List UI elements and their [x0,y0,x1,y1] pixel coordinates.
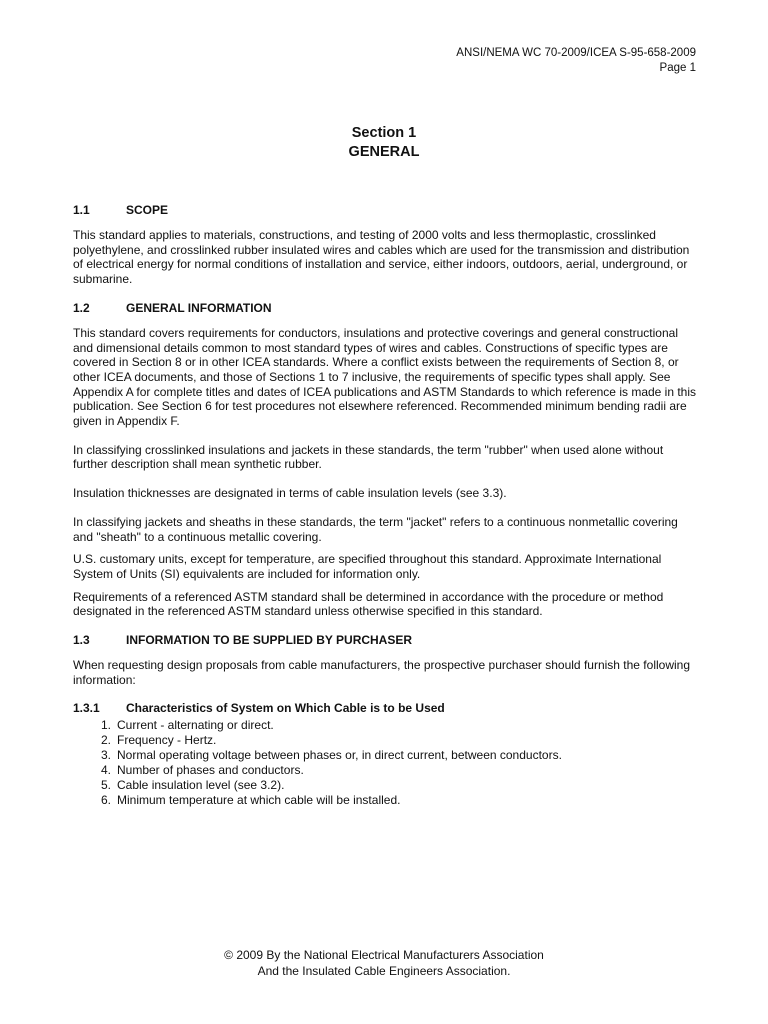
scope-paragraph: This standard applies to materials, constructions, and testing of 2000 volts and less thermoplastic, crosslinked polyethylene, and crosslinked rubber insulated wires and cables which are used for the transmission and distribution of electrical energy for normal conditions of installation and service, either indoors, outdoors, aerial, underground, or submarine. [73,228,690,287]
list-item [73,793,698,808]
list-item-text: Current - alternating or direct. [117,718,274,733]
system-characteristics-list [73,718,698,808]
list-item [73,748,698,763]
list-item-number: 4. [100,763,111,778]
list-item-text: Minimum temperature at which cable will be installed. [117,793,401,808]
document-body [73,203,698,808]
heading-number: 1.3 [73,633,90,648]
general-info-paragraph-3: Insulation thicknesses are designated in terms of cable insulation levels (see 3.3). [73,486,507,501]
section-name: GENERAL [348,144,420,160]
general-info-paragraph-4: In classifying jackets and sheaths in these standards, the term "jacket" refers to a continuous nonmetallic covering and "sheath" to a continuous metallic covering. [73,514,678,544]
heading-number: 1.1 [73,203,90,217]
heading-title: SCOPE [126,203,169,217]
heading-title: Characteristics of System on Which Cable is to be Used [126,701,445,716]
heading-1-3 [73,633,698,648]
list-item [73,718,698,733]
list-item-number: 6. [100,793,111,808]
heading-number: 1.2 [73,300,90,315]
heading-title: INFORMATION TO BE SUPPLIED BY PURCHASER [126,633,413,648]
general-info-paragraph-1: This standard covers requirements for conductors, insulations and protective coverings and general constructional and dimensional details common to most standard types of wires and cables. Constructions of specific types are covered in Section 8 or in other ICEA standards. Where a conflict exists between the requirements of Section 8, or other ICEA documents, and those of Sections 1 to 7 inclusive, the requirements of specific types shall apply. See Appendix A for complete titles and dates of ICEA publications and ASTM Standards to which reference is made in this publication. See Section 6 for test procedures not elsewhere referenced. Recommended minimum bending radii are given in Appendix F. [73,325,697,429]
list-item-number: 3. [100,748,111,763]
list-item-number: 2. [100,733,111,748]
list-item [73,778,698,793]
heading-1-3-1 [73,701,698,716]
copyright-line-2: And the Insulated Cable Engineers Association. [257,964,511,978]
general-info-paragraph-5: U.S. customary units, except for temperature, are specified throughout this standard. Approximate International System of Units (SI) equivalents are included for information only. [73,552,662,581]
heading-1-1 [73,203,698,218]
list-item-text: Number of phases and conductors. [117,763,304,778]
section-title-block [0,124,768,162]
list-item [73,763,698,778]
document-id: ANSI/NEMA WC 70-2009/ICEA S-95-658-2009 [456,47,696,59]
list-item-text: Cable insulation level (see 3.2). [117,778,285,793]
section-number: Section 1 [351,125,417,141]
general-info-paragraph-2: In classifying crosslinked insulations and jackets in these standards, the term "rubber" when used alone without further description shall mean synthetic rubber. [73,442,664,472]
heading-1-2 [73,301,698,316]
list-item-number: 5. [100,778,111,793]
list-item-text: Frequency - Hertz. [117,733,217,748]
heading-title: GENERAL INFORMATION [126,300,272,315]
list-item-text: Normal operating voltage between phases or, in direct current, between conductors. [117,748,562,763]
heading-number: 1.3.1 [73,701,100,716]
purchaser-paragraph: When requesting design proposals from cable manufacturers, the prospective purchaser should furnish the following information: [73,658,691,687]
general-info-paragraph-6: Requirements of a referenced ASTM standard shall be determined in accordance with the procedure or method designated in the referenced ASTM standard unless otherwise specified in this standard. [73,589,664,619]
page-number: Page 1 [659,62,696,74]
list-item [73,733,698,748]
page-footer [0,947,768,979]
copyright-line: © 2009 By the National Electrical Manufacturers Association [224,948,544,962]
list-item-number: 1. [100,718,111,733]
page-header [456,46,696,76]
